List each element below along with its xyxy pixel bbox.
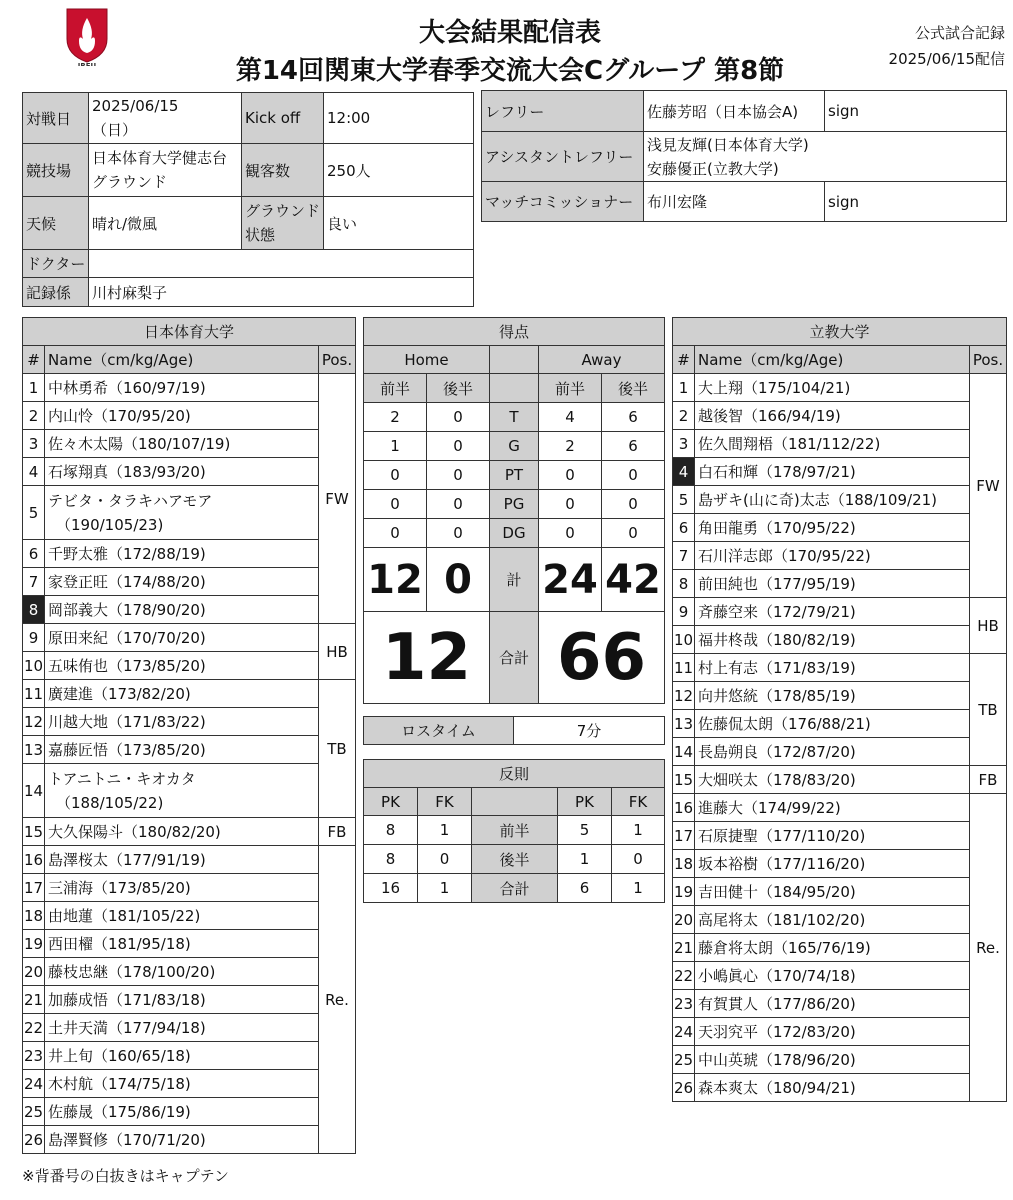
player-name: 五味侑也（173/85/20) [45, 652, 319, 680]
player-name: 佐久間翔梧（181/112/22) [695, 430, 970, 458]
recorder-label: 記録係 [23, 278, 89, 307]
player-name: 島ザキ(山に奇)太志（188/109/21) [695, 486, 970, 514]
player-row [23, 930, 356, 958]
player-name: 西田櫂（181/95/18) [45, 930, 319, 958]
penalty-row-first-half [364, 816, 665, 845]
player-name: 石原捷聖（177/110/20) [695, 822, 970, 850]
score-cell: 2 [364, 403, 427, 432]
penalty-cell: 0 [418, 845, 472, 874]
player-row [673, 794, 1007, 822]
date-label: 対戦日 [23, 93, 89, 144]
player-row [673, 654, 1007, 682]
score-cell: 0 [364, 490, 427, 519]
player-name: 佐々木太陽（180/107/19) [45, 430, 319, 458]
away-col-no: # [673, 346, 695, 374]
player-row [23, 430, 356, 458]
player-row [673, 598, 1007, 626]
position-re: Re. [970, 794, 1007, 1102]
player-name: 大久保陽斗（180/82/20) [45, 818, 319, 846]
player-name: 三浦海（173/85/20) [45, 874, 319, 902]
loss-time-table [363, 716, 665, 745]
player-row [23, 764, 356, 818]
player-name: 藤倉将太朗（165/76/19) [695, 934, 970, 962]
score-row-label: T [490, 403, 539, 432]
score-total-row [364, 612, 665, 704]
player-row [673, 374, 1007, 402]
penalty-cell: 16 [364, 874, 418, 903]
penalties-title: 反則 [364, 760, 665, 788]
player-row [23, 708, 356, 736]
home-roster-table [22, 317, 356, 1154]
kickoff-value: 12:00 [324, 93, 474, 144]
player-number: 11 [23, 680, 45, 708]
player-row [23, 986, 356, 1014]
player-row [23, 1014, 356, 1042]
home-col-no: # [23, 346, 45, 374]
player-number: 25 [673, 1046, 695, 1074]
score-cell: 0 [602, 490, 665, 519]
score-label-blank [490, 374, 539, 403]
recorder-value: 川村麻梨子 [89, 278, 474, 307]
player-row [673, 878, 1007, 906]
score-cell: 0 [427, 461, 490, 490]
player-row [673, 682, 1007, 710]
player-name: 川越大地（171/83/22) [45, 708, 319, 736]
penalty-cell: 1 [612, 874, 665, 903]
player-row [23, 374, 356, 402]
player-row [23, 486, 356, 540]
player-row [673, 906, 1007, 934]
position-fw: FW [970, 374, 1007, 598]
player-number: 7 [673, 542, 695, 570]
player-row [673, 1046, 1007, 1074]
player-number: 18 [673, 850, 695, 878]
commissioner-value: 布川宏隆 [644, 182, 825, 222]
penalty-row-label: 合計 [472, 874, 558, 903]
date-value: 2025/06/15 （日） [89, 93, 242, 144]
home-pk-header: PK [364, 788, 418, 816]
player-number: 13 [673, 710, 695, 738]
player-name: 坂本裕樹（177/116/20) [695, 850, 970, 878]
penalty-cell: 8 [364, 845, 418, 874]
score-cell: 0 [364, 461, 427, 490]
player-number: 16 [673, 794, 695, 822]
player-number: 14 [673, 738, 695, 766]
score-cell: 6 [602, 403, 665, 432]
player-number: 1 [673, 374, 695, 402]
player-name: 由地蓮（181/105/22) [45, 902, 319, 930]
position-fb: FB [319, 818, 356, 846]
player-name: 家登正旺（174/88/20) [45, 568, 319, 596]
player-number: 10 [23, 652, 45, 680]
player-name: 斉藤空来（172/79/21) [695, 598, 970, 626]
player-number: 18 [23, 902, 45, 930]
player-number: 20 [23, 958, 45, 986]
player-row [673, 766, 1007, 794]
player-number: 6 [23, 540, 45, 568]
player-number: 19 [23, 930, 45, 958]
player-row [673, 430, 1007, 458]
score-row-label: DG [490, 519, 539, 548]
player-number: 15 [23, 818, 45, 846]
player-name: 石塚翔真（183/93/20) [45, 458, 319, 486]
away-col-pos: Pos. [970, 346, 1007, 374]
player-row [673, 570, 1007, 598]
player-row [673, 542, 1007, 570]
player-name: 中林勇希（160/97/19) [45, 374, 319, 402]
player-name: 井上旬（160/65/18) [45, 1042, 319, 1070]
ground-condition-value: 良い [324, 197, 474, 250]
home-team-name: 日本体育大学 [23, 318, 356, 346]
player-name: 中山英琥（178/96/20) [695, 1046, 970, 1074]
attendance-value: 250人 [324, 144, 474, 197]
score-cell: 6 [602, 432, 665, 461]
player-row [23, 680, 356, 708]
player-name: 有賀貫人（177/86/20) [695, 990, 970, 1018]
home-first-half-points: 12 [364, 548, 427, 612]
player-row [673, 850, 1007, 878]
away-total-points: 66 [539, 612, 665, 704]
player-name: 岡部義大（178/90/20) [45, 596, 319, 624]
player-number: 2 [23, 402, 45, 430]
player-row [23, 818, 356, 846]
player-row [673, 458, 1007, 486]
player-number: 23 [23, 1042, 45, 1070]
jrfu-logo [62, 6, 112, 66]
match-info-table [22, 92, 474, 307]
player-name: 吉田健十（184/95/20) [695, 878, 970, 906]
player-name: 村上有志（171/83/19) [695, 654, 970, 682]
penalty-cell: 5 [558, 816, 612, 845]
player-name: 前田純也（177/95/19) [695, 570, 970, 598]
score-row-g [364, 432, 665, 461]
player-number: 15 [673, 766, 695, 794]
penalty-cell: 0 [612, 845, 665, 874]
score-label-header [490, 346, 539, 374]
penalty-row-label: 前半 [472, 816, 558, 845]
score-title: 得点 [364, 318, 665, 346]
player-number: 25 [23, 1098, 45, 1126]
away-fk-header: FK [612, 788, 665, 816]
page-subtitle: 第14回関東大学春季交流大会Cグループ 第8節 [235, 56, 785, 86]
weather-value: 晴れ/微風 [89, 197, 242, 250]
weather-label: 天候 [23, 197, 89, 250]
penalties-table [363, 759, 665, 903]
captain-footnote: ※背番号の白抜きはキャプテン [22, 1167, 229, 1185]
ground-condition-label: グラウンド 状態 [242, 197, 324, 250]
player-number: 16 [23, 846, 45, 874]
player-name: 島澤桜太（177/91/19) [45, 846, 319, 874]
page-title: 大会結果配信表 [418, 18, 601, 48]
player-name: 大畑咲太（178/83/20) [695, 766, 970, 794]
player-name: 佐藤晟（175/86/19) [45, 1098, 319, 1126]
player-name: 島澤賢修（170/71/20) [45, 1126, 319, 1154]
player-name: 角田龍勇（170/95/22) [695, 514, 970, 542]
player-row [673, 990, 1007, 1018]
player-number: 26 [673, 1074, 695, 1102]
player-row [23, 1070, 356, 1098]
player-row [23, 846, 356, 874]
player-name: トアニトニ・キオカタ （188/105/22) [45, 764, 319, 818]
assistant-referee-label: アシスタントレフリー [482, 132, 644, 182]
total-label: 合計 [490, 612, 539, 704]
player-row [23, 874, 356, 902]
home-first-half-header: 前半 [364, 374, 427, 403]
player-number: 12 [673, 682, 695, 710]
penalty-cell: 1 [418, 816, 472, 845]
player-row [23, 902, 356, 930]
player-number: 26 [23, 1126, 45, 1154]
away-second-half-header: 後半 [602, 374, 665, 403]
commissioner-sign: sign [825, 182, 1007, 222]
player-name: 越後智（166/94/19) [695, 402, 970, 430]
player-row [673, 486, 1007, 514]
doctor-label: ドクター [23, 250, 89, 278]
player-name: 千野太雅（172/88/19) [45, 540, 319, 568]
subtotal-label: 計 [490, 548, 539, 612]
home-total-points: 12 [364, 612, 490, 704]
player-number: 8 [673, 570, 695, 598]
player-row [23, 958, 356, 986]
score-cell: 0 [427, 403, 490, 432]
referee-sign: sign [825, 91, 1007, 132]
player-number: 21 [673, 934, 695, 962]
player-number: 21 [23, 986, 45, 1014]
player-name: 加藤成悟（171/83/18) [45, 986, 319, 1014]
player-row [673, 934, 1007, 962]
position-tb: TB [970, 654, 1007, 766]
doctor-value [89, 250, 474, 278]
player-name: 廣建進（173/82/20) [45, 680, 319, 708]
referee-label: レフリー [482, 91, 644, 132]
player-row [673, 1018, 1007, 1046]
player-number: 23 [673, 990, 695, 1018]
home-fk-header: FK [418, 788, 472, 816]
record-type: 公式試合記録 [914, 24, 1005, 42]
score-cell: 1 [364, 432, 427, 461]
penalty-cell: 6 [558, 874, 612, 903]
officials-table [481, 90, 1007, 222]
score-cell: 0 [427, 432, 490, 461]
player-row [23, 736, 356, 764]
player-name: 進藤大（174/99/22) [695, 794, 970, 822]
score-cell: 0 [539, 490, 602, 519]
penalty-cell: 1 [612, 816, 665, 845]
player-number: 10 [673, 626, 695, 654]
position-tb: TB [319, 680, 356, 818]
score-row-label: G [490, 432, 539, 461]
player-name: 石川洋志郎（170/95/22) [695, 542, 970, 570]
player-number: 22 [673, 962, 695, 990]
player-number: 24 [23, 1070, 45, 1098]
penalty-row-total [364, 874, 665, 903]
player-name: 小嶋眞心（170/74/18) [695, 962, 970, 990]
attendance-label: 観客数 [242, 144, 324, 197]
player-name: 土井天満（177/94/18) [45, 1014, 319, 1042]
player-row [23, 596, 356, 624]
score-row-label: PG [490, 490, 539, 519]
score-row-t [364, 403, 665, 432]
player-number: 4 [23, 458, 45, 486]
player-row [23, 458, 356, 486]
player-name: 内山怜（170/95/20) [45, 402, 319, 430]
away-second-half-points: 42 [602, 548, 665, 612]
player-number: 9 [23, 624, 45, 652]
player-name: 白石和輝（178/97/21) [695, 458, 970, 486]
score-row-label: PT [490, 461, 539, 490]
player-row [23, 568, 356, 596]
player-row [673, 514, 1007, 542]
away-col-name: Name（cm/kg/Age) [695, 346, 970, 374]
player-row [673, 626, 1007, 654]
loss-time-label: ロスタイム [364, 717, 514, 745]
player-row [673, 1074, 1007, 1102]
penalty-cell: 8 [364, 816, 418, 845]
distribution-date: 2025/06/15配信 [888, 50, 1005, 68]
position-re: Re. [319, 846, 356, 1154]
home-second-half-header: 後半 [427, 374, 490, 403]
away-pk-header: PK [558, 788, 612, 816]
penalty-label-header [472, 788, 558, 816]
penalty-cell: 1 [418, 874, 472, 903]
away-first-half-points: 24 [539, 548, 602, 612]
away-team-name: 立教大学 [673, 318, 1007, 346]
penalty-row-label: 後半 [472, 845, 558, 874]
player-number: 7 [23, 568, 45, 596]
venue-value: 日本体育大学健志台 グラウンド [89, 144, 242, 197]
player-number: 13 [23, 736, 45, 764]
commissioner-label: マッチコミッショナー [482, 182, 644, 222]
player-name: 天羽究平（172/83/20) [695, 1018, 970, 1046]
score-subtotal-row [364, 548, 665, 612]
home-col-name: Name（cm/kg/Age) [45, 346, 319, 374]
player-number: 6 [673, 514, 695, 542]
referee-value: 佐藤芳昭（日本協会A) [644, 91, 825, 132]
player-number: 17 [673, 822, 695, 850]
score-cell: 0 [364, 519, 427, 548]
player-name: 長島朔良（172/87/20) [695, 738, 970, 766]
player-number: 12 [23, 708, 45, 736]
player-number: 3 [23, 430, 45, 458]
player-row [673, 738, 1007, 766]
player-row [23, 540, 356, 568]
player-number: 2 [673, 402, 695, 430]
score-row-pg [364, 490, 665, 519]
away-first-half-header: 前半 [539, 374, 602, 403]
player-name: 向井悠統（178/85/19) [695, 682, 970, 710]
score-cell: 2 [539, 432, 602, 461]
position-hb: HB [970, 598, 1007, 654]
penalty-cell: 1 [558, 845, 612, 874]
score-home-header: Home [364, 346, 490, 374]
captain-number: 4 [673, 458, 695, 486]
player-number: 3 [673, 430, 695, 458]
player-row [673, 822, 1007, 850]
player-number: 19 [673, 878, 695, 906]
score-row-pt [364, 461, 665, 490]
player-number: 1 [23, 374, 45, 402]
penalty-row-second-half [364, 845, 665, 874]
player-name: 高尾将太（181/102/20) [695, 906, 970, 934]
player-row [23, 1126, 356, 1154]
player-name: 嘉藤匠悟（173/85/20) [45, 736, 319, 764]
venue-label: 競技場 [23, 144, 89, 197]
assistant-referee-value: 浅見友輝(日本体育大学) 安藤優正(立教大学) [644, 132, 1007, 182]
player-name: 原田来紀（170/70/20) [45, 624, 319, 652]
score-cell: 0 [427, 519, 490, 548]
player-row [23, 402, 356, 430]
player-row [23, 1098, 356, 1126]
player-number: 5 [23, 486, 45, 540]
svg-text:JRFU: JRFU [77, 62, 97, 66]
player-name: 森本爽太（180/94/21) [695, 1074, 970, 1102]
score-cell: 0 [427, 490, 490, 519]
player-name: 福井柊哉（180/82/19) [695, 626, 970, 654]
player-row [673, 710, 1007, 738]
loss-time-value: 7分 [514, 717, 665, 745]
score-cell: 0 [539, 519, 602, 548]
away-roster-table [672, 317, 1007, 1102]
home-col-pos: Pos. [319, 346, 356, 374]
position-hb: HB [319, 624, 356, 680]
player-row [23, 652, 356, 680]
home-second-half-points: 0 [427, 548, 490, 612]
score-cell: 0 [602, 519, 665, 548]
score-away-header: Away [539, 346, 665, 374]
score-table [363, 317, 665, 704]
player-name: 佐藤侃太朗（176/88/21) [695, 710, 970, 738]
player-number: 9 [673, 598, 695, 626]
player-name: 木村航（174/75/18) [45, 1070, 319, 1098]
score-row-dg [364, 519, 665, 548]
player-number: 14 [23, 764, 45, 818]
position-fw: FW [319, 374, 356, 624]
player-row [673, 402, 1007, 430]
player-name: テビタ・タラキハアモア （190/105/23) [45, 486, 319, 540]
player-row [673, 962, 1007, 990]
score-cell: 4 [539, 403, 602, 432]
player-row [23, 624, 356, 652]
captain-number: 8 [23, 596, 45, 624]
position-fb: FB [970, 766, 1007, 794]
player-name: 大上翔（175/104/21) [695, 374, 970, 402]
player-number: 24 [673, 1018, 695, 1046]
score-cell: 0 [539, 461, 602, 490]
score-cell: 0 [602, 461, 665, 490]
player-number: 22 [23, 1014, 45, 1042]
player-name: 藤枝忠継（178/100/20) [45, 958, 319, 986]
player-number: 5 [673, 486, 695, 514]
player-number: 20 [673, 906, 695, 934]
kickoff-label: Kick off [242, 93, 324, 144]
player-row [23, 1042, 356, 1070]
player-number: 17 [23, 874, 45, 902]
player-number: 11 [673, 654, 695, 682]
